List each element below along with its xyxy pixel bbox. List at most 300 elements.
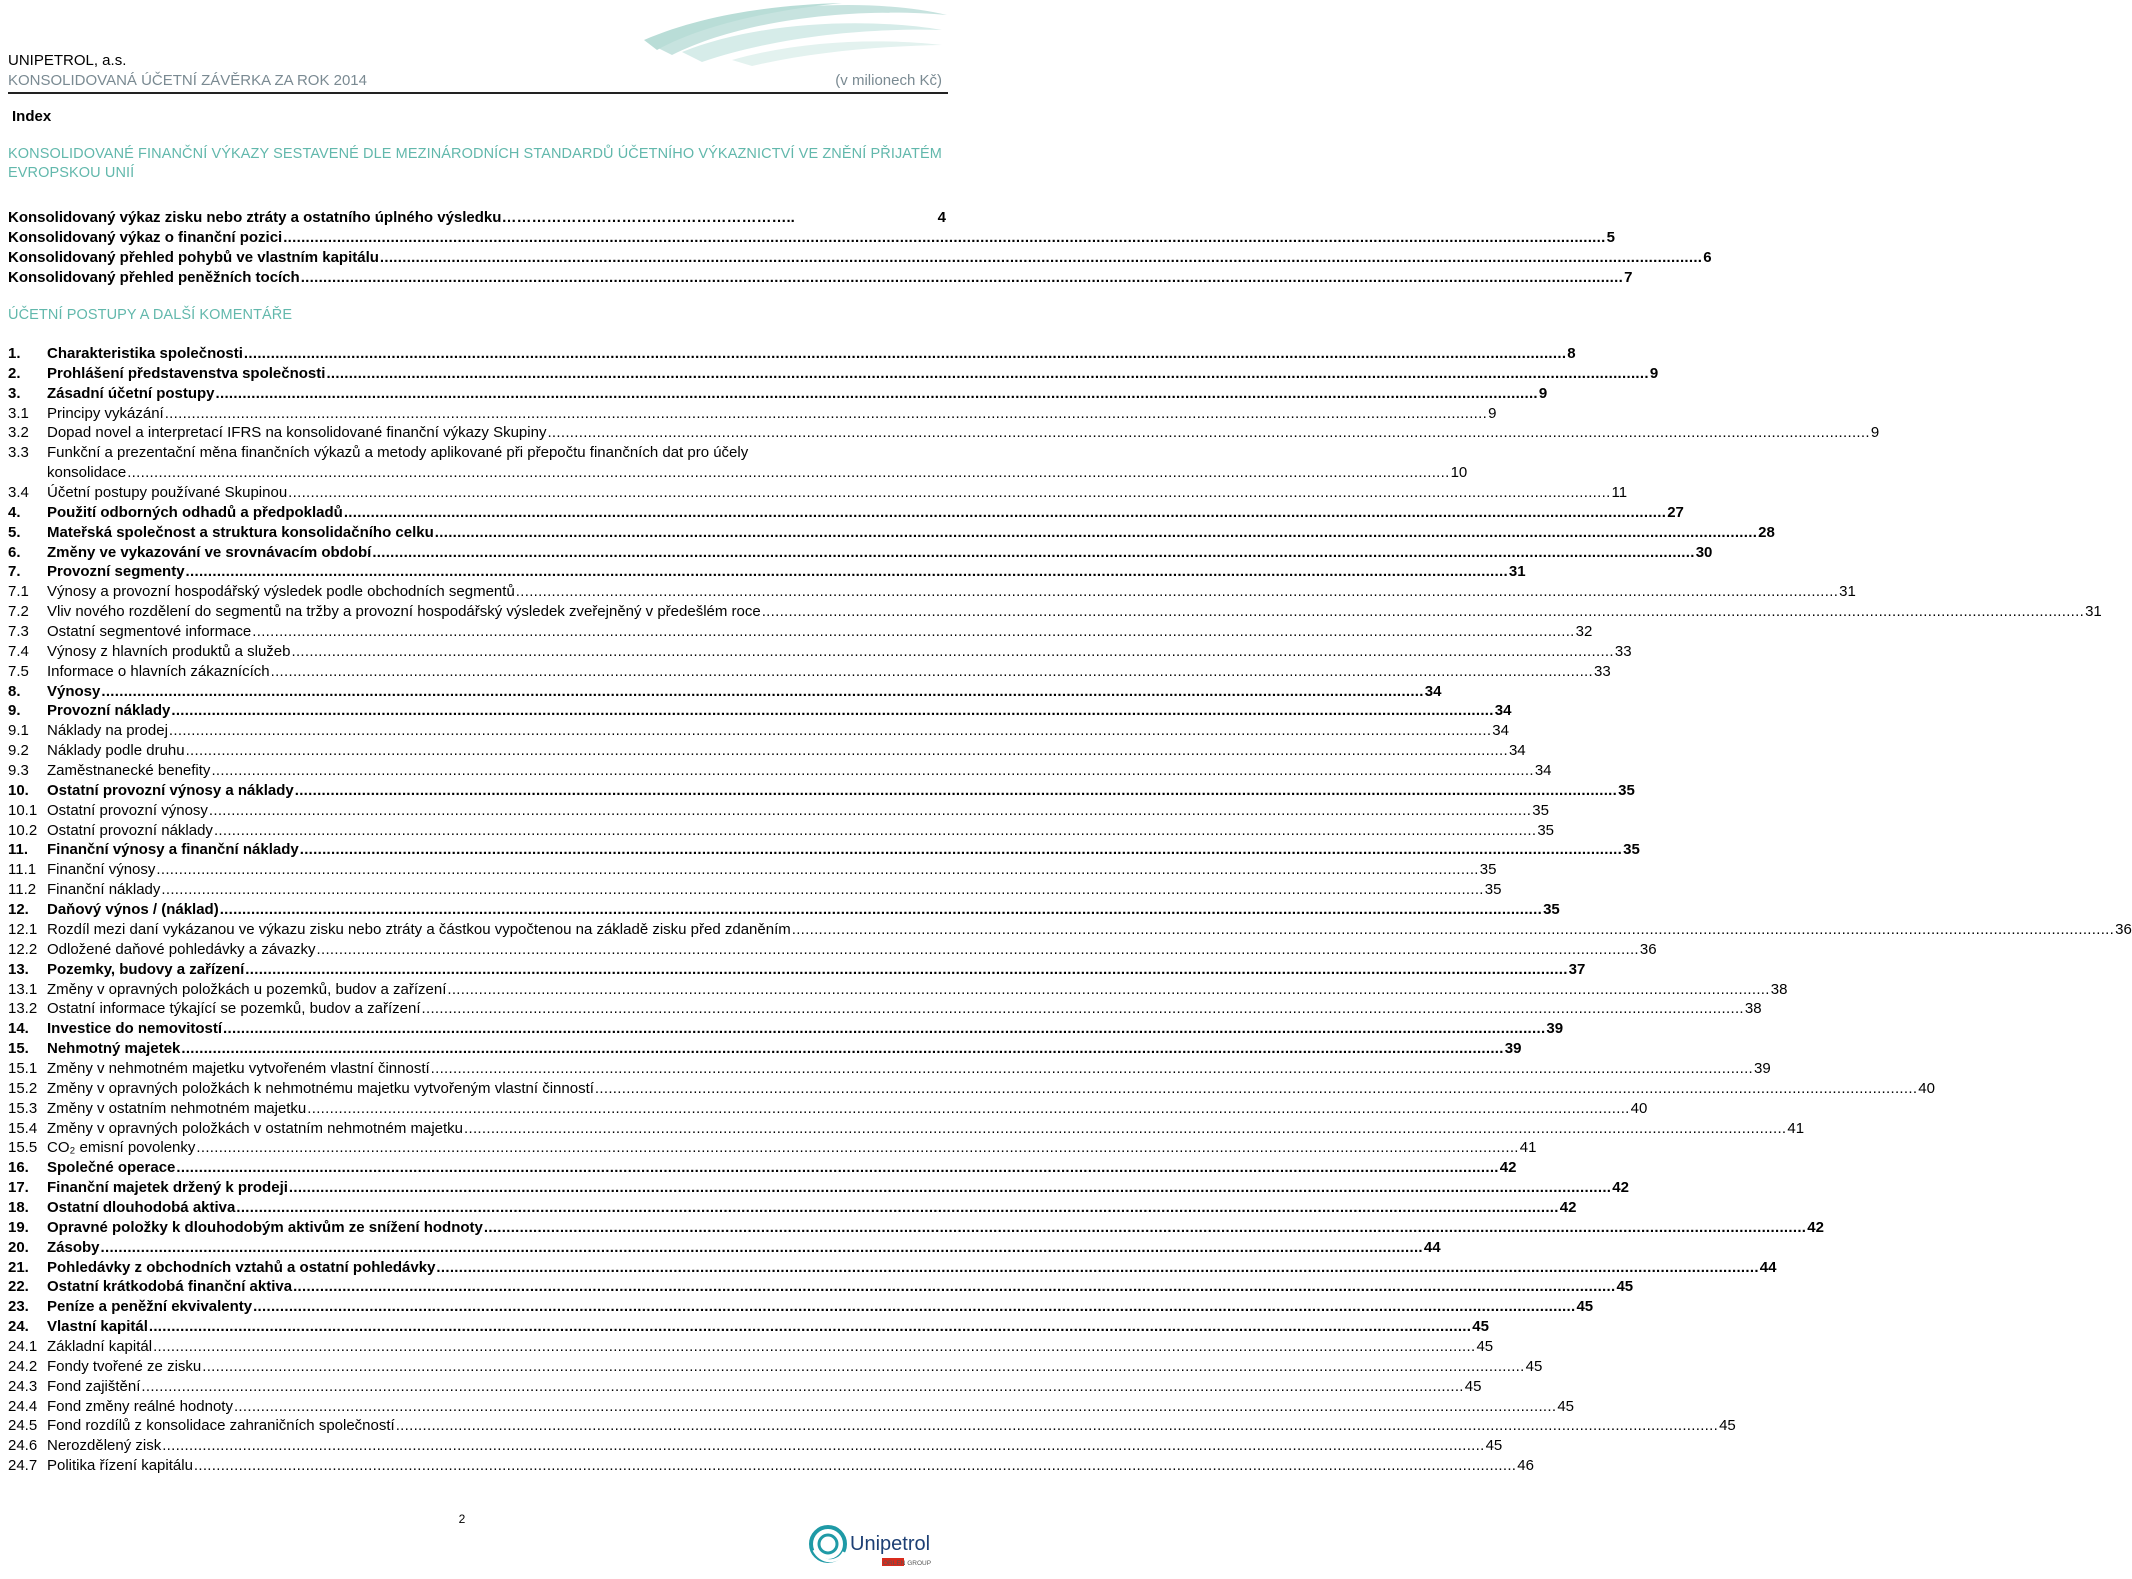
- toc-entry-page: 38: [1744, 1000, 1762, 1018]
- toc-entry-page: 7: [1624, 268, 1633, 286]
- toc-entry-number: 10.: [8, 781, 29, 799]
- toc-entry[interactable]: [8, 582, 1856, 602]
- dot-leader: [436, 1258, 1758, 1278]
- toc-entry-number: 12.: [8, 901, 29, 919]
- toc-entry-number: 24.3: [8, 1377, 38, 1395]
- dot-leader: [186, 562, 1508, 582]
- dot-leader: [283, 228, 1605, 248]
- toc-entry-page: 31: [1839, 583, 1856, 601]
- toc-entry[interactable]: [8, 741, 1526, 761]
- toc-entry-number: 3.: [8, 384, 21, 402]
- toc-entry-title: Ostatní krátkodobá finanční aktiva: [47, 1278, 293, 1296]
- toc-entry-page: 45: [1464, 1377, 1482, 1395]
- toc-entry-number: 13.2: [8, 1000, 38, 1018]
- toc-entry-page: 45: [1485, 1437, 1503, 1455]
- toc-entry-title: Konsolidovaný výkaz o finanční pozici: [8, 228, 283, 246]
- toc-entry-page: 34: [1494, 702, 1512, 720]
- dot-leader: [236, 1198, 1558, 1218]
- toc-entry-page: 39: [1504, 1040, 1522, 1058]
- toc-entry-page: 9: [1870, 424, 1880, 442]
- section-heading-financial-statements: KONSOLIDOVANÉ FINANČNÍ VÝKAZY SESTAVENÉ DLE MEZINÁRODNÍCH STANDARDŮ ÚČETNÍHO VÝKAZNICTVÍ VE ZNĚNÍ PŘIJATÉM EVROPSKOU UNIÍ: [8, 146, 942, 181]
- toc-entry[interactable]: [8, 344, 1576, 364]
- toc-entry[interactable]: [8, 1178, 1629, 1198]
- dot-leader: [301, 268, 1623, 288]
- toc-entry[interactable]: [8, 701, 1512, 721]
- toc-entry-page: 10: [1450, 464, 1468, 482]
- unipetrol-logo: [806, 1520, 946, 1570]
- dot-leader: [234, 1397, 1556, 1417]
- toc-entry-page: 41: [1787, 1119, 1805, 1137]
- dot-leader: [252, 622, 1574, 642]
- toc-entry-number: 15.5: [8, 1139, 38, 1157]
- toc-entry-number: 24.7: [8, 1457, 38, 1475]
- toc-entry[interactable]: [8, 1019, 1564, 1039]
- toc-entry-number: 3.4: [8, 484, 29, 502]
- toc-entry[interactable]: [8, 404, 1497, 424]
- dot-leader: [792, 920, 2114, 940]
- toc-entry-title: Použití odborných odhadů a předpokladů: [47, 503, 343, 521]
- dot-leader: [516, 582, 1838, 602]
- toc-entry-number: 11.1: [8, 861, 37, 879]
- toc-entry-number: 13.: [8, 960, 29, 978]
- toc-entry[interactable]: [8, 761, 1552, 781]
- dot-leader: [186, 741, 1508, 761]
- toc-entry[interactable]: [8, 384, 1548, 404]
- toc-entry[interactable]: [8, 443, 1468, 483]
- header-swoosh-graphic: [642, 0, 952, 70]
- toc-entry-title: Informace o hlavních zákaznících: [47, 662, 270, 680]
- toc-entry-number: 7.2: [8, 603, 29, 621]
- toc-entry[interactable]: [8, 662, 1611, 682]
- toc-entry[interactable]: [8, 1198, 1577, 1218]
- toc-entry-title: Zásadní účetní postupy: [47, 384, 215, 402]
- dot-leader: [169, 721, 1491, 741]
- toc-entry-title: Změny v opravných položkách v ostatním nehmotném majetku: [47, 1119, 464, 1137]
- toc-entry-page: 44: [1759, 1258, 1777, 1276]
- toc-entry-title: Nehmotný majetek: [47, 1040, 181, 1058]
- dot-leader: [149, 1317, 1471, 1337]
- toc-entry[interactable]: [8, 940, 1657, 960]
- toc-entry[interactable]: [8, 1099, 1648, 1119]
- toc-entry[interactable]: [8, 622, 1593, 642]
- toc-entry-title: Funkční a prezentační měna finančních výkazů a metody aplikované při přepočtu finančních dat pro účely: [47, 444, 749, 462]
- toc-entry-page: 9: [1649, 364, 1659, 382]
- toc-entry[interactable]: [8, 523, 1775, 543]
- dot-leader: [291, 642, 1613, 662]
- toc-entry-number: 24.4: [8, 1397, 38, 1415]
- toc-entry-title: Ostatní provozní výnosy: [47, 801, 208, 819]
- toc-entry[interactable]: [8, 682, 1442, 702]
- toc-entry-title-continued: konsolidace: [47, 464, 127, 482]
- toc-entry-number: 5.: [8, 523, 21, 541]
- notes-toc: [8, 344, 2132, 1476]
- toc-entry[interactable]: [8, 980, 1788, 1000]
- dot-leader: [141, 1377, 1463, 1397]
- toc-entry-title: Provozní náklady: [47, 702, 171, 720]
- toc-entry-page: 38: [1770, 980, 1788, 998]
- toc-entry[interactable]: [8, 364, 1659, 384]
- toc-entry-number: 23.: [8, 1298, 29, 1316]
- toc-entry[interactable]: [8, 1337, 1494, 1357]
- toc-entry-title: Finanční výnosy a finanční náklady: [47, 841, 299, 859]
- toc-entry[interactable]: [8, 1218, 1824, 1238]
- toc-entry-number: 13.1: [8, 980, 38, 998]
- toc-entry-page: 35: [1623, 841, 1640, 859]
- dot-leader: [161, 880, 1483, 900]
- toc-entry[interactable]: [8, 1377, 1482, 1397]
- toc-entry-number: 15.4: [8, 1119, 38, 1137]
- toc-entry[interactable]: [8, 1397, 1575, 1417]
- dot-leader: [211, 761, 1533, 781]
- toc-entry-page: 4: [937, 208, 946, 226]
- toc-entry[interactable]: [8, 503, 1684, 523]
- currency-unit: (v milionech Kč): [835, 72, 942, 89]
- dot-leader: [547, 423, 1869, 443]
- toc-entry-number: 1.: [8, 344, 21, 362]
- dot-leader: [176, 1158, 1498, 1178]
- toc-entry-page: 30: [1695, 543, 1713, 561]
- dot-leader: [295, 781, 1617, 801]
- toc-entry-number: 8.: [8, 682, 21, 700]
- toc-entry-page: 39: [1754, 1059, 1771, 1077]
- toc-entry-title: Účetní postupy používané Skupinou: [47, 484, 288, 502]
- toc-entry-page: 5: [1606, 228, 1615, 246]
- toc-entry-number: 7.1: [8, 583, 29, 601]
- toc-entry[interactable]: [8, 543, 1713, 563]
- toc-entry-title: Odložené daňové pohledávky a závazky: [47, 940, 316, 958]
- toc-entry-page: 33: [1614, 642, 1632, 660]
- toc-entry[interactable]: [8, 423, 1880, 443]
- toc-entry-number: 10.1: [8, 801, 38, 819]
- toc-entry-number: 24.1: [8, 1337, 38, 1355]
- toc-entry-title: Výnosy a provozní hospodářský výsledek podle obchodních segmentů: [47, 583, 515, 601]
- dot-leader: [307, 1099, 1629, 1119]
- toc-entry-number: 24.5: [8, 1417, 38, 1435]
- toc-entry-title: Ostatní dlouhodobá aktiva: [47, 1198, 236, 1216]
- dot-leader: [216, 384, 1538, 404]
- toc-entry-page: 41: [1519, 1139, 1537, 1157]
- toc-entry-page: 44: [1423, 1238, 1441, 1256]
- toc-entry-number: 15.2: [8, 1079, 38, 1097]
- toc-entry-title: Charakteristika společnosti: [47, 344, 243, 362]
- toc-entry[interactable]: [8, 1119, 1805, 1139]
- dot-leader: [220, 900, 1542, 920]
- toc-entry[interactable]: [8, 268, 1633, 288]
- toc-entry-title: Konsolidovaný přehled peněžních tocích: [8, 268, 300, 286]
- toc-entry-number: 15.: [8, 1040, 29, 1058]
- toc-entry-title: Nerozdělený zisk: [47, 1437, 162, 1455]
- logo-wordmark: Unipetrol: [850, 1533, 931, 1555]
- toc-entry-title: Konsolidovaný přehled pohybů ve vlastním kapitálu: [8, 248, 379, 266]
- toc-entry-title: Pohledávky z obchodních vztahů a ostatní pohledávky: [47, 1258, 436, 1276]
- toc-entry-number: 12.1: [8, 920, 38, 938]
- toc-entry[interactable]: [8, 781, 1635, 801]
- toc-entry-title: Základní kapitál: [47, 1337, 153, 1355]
- toc-entry-number: 19.: [8, 1218, 29, 1236]
- toc-entry-title: Změny v nehmotném majetku vytvořeném vlastní činností: [47, 1059, 430, 1077]
- toc-entry-number: 4.: [8, 503, 21, 521]
- toc-entry-number: 15.1: [8, 1059, 38, 1077]
- toc-entry[interactable]: [8, 248, 1712, 268]
- toc-entry[interactable]: [8, 900, 1560, 920]
- toc-entry-title: Ostatní segmentové informace: [47, 623, 252, 641]
- toc-entry-page: 42: [1559, 1198, 1577, 1216]
- toc-entry-title: Rozdíl mezi daní vykázanou ve výkazu zisku nebo ztráty a částkou vypočtenou na základě zisku před zdaněním: [47, 920, 791, 938]
- toc-entry-number: 9.3: [8, 762, 29, 780]
- toc-entry-page: 35: [1484, 881, 1502, 899]
- toc-entry-title: Fond změny reálné hodnoty: [47, 1397, 233, 1415]
- toc-entry-number: 7.5: [8, 662, 29, 680]
- toc-entry-page: 36: [1639, 940, 1657, 958]
- toc-entry-page: 6: [1703, 248, 1712, 266]
- dot-leader: [156, 860, 1478, 880]
- toc-entry-title: Prohlášení představenstva společnosti: [47, 364, 326, 382]
- dot-leader: [162, 1436, 1484, 1456]
- toc-entry-number: 20.: [8, 1238, 29, 1256]
- toc-entry[interactable]: [8, 841, 1640, 861]
- toc-entry-page: 28: [1758, 523, 1775, 541]
- toc-entry-page: 37: [1568, 960, 1586, 978]
- toc-entry-page: 34: [1534, 762, 1552, 780]
- toc-entry-page: 31: [1508, 563, 1526, 581]
- toc-entry-number: 18.: [8, 1198, 29, 1216]
- toc-entry-title: Změny ve vykazování ve srovnávacím období: [47, 543, 372, 561]
- toc-entry[interactable]: [8, 880, 1502, 900]
- dot-leader: [326, 364, 1648, 384]
- dot-leader: [464, 1119, 1786, 1139]
- toc-entry-title: Investice do nemovitostí: [47, 1020, 223, 1038]
- dot-leader: [595, 1079, 1917, 1099]
- toc-entry-number: 15.3: [8, 1099, 38, 1117]
- toc-entry-number: 9.2: [8, 742, 29, 760]
- dot-leader: [396, 1416, 1718, 1436]
- toc-entry-title: Náklady podle druhu: [47, 742, 185, 760]
- toc-entry[interactable]: [8, 721, 1509, 741]
- toc-entry-page: 45: [1525, 1357, 1543, 1375]
- index-title: Index: [12, 108, 52, 125]
- toc-entry-page: 35: [1537, 821, 1554, 839]
- toc-entry-page: 35: [1618, 781, 1635, 799]
- toc-entry-page: 9: [1538, 384, 1548, 402]
- toc-entry-title: Ostatní informace týkající se pozemků, budov a zařízení: [47, 1000, 421, 1018]
- toc-entry-page: 33: [1594, 662, 1611, 680]
- toc-entry[interactable]: [8, 1258, 1777, 1278]
- toc-entry-title: Fond rozdílů z konsolidace zahraničních společností: [47, 1417, 395, 1435]
- toc-entry[interactable]: [8, 1436, 1503, 1456]
- toc-entry-title: Finanční náklady: [47, 881, 161, 899]
- toc-entry-page: 36: [2115, 920, 2132, 938]
- toc-entry-number: 12.2: [8, 940, 38, 958]
- toc-entry-number: 24.: [8, 1318, 29, 1336]
- toc-entry-title: Zásoby: [47, 1238, 100, 1256]
- toc-entry[interactable]: [8, 801, 1549, 821]
- toc-entry[interactable]: [8, 1138, 1537, 1158]
- toc-entry[interactable]: [8, 208, 946, 228]
- toc-entry-number: 24.2: [8, 1357, 38, 1375]
- dot-leader: [181, 1039, 1503, 1059]
- toc-entry-title: Pozemky, budovy a zařízení: [47, 960, 245, 978]
- toc-entry[interactable]: [8, 860, 1497, 880]
- toc-entry-title: Zaměstnanecké benefity: [47, 762, 211, 780]
- toc-entry-title: Změny v opravných položkách k nehmotnému majetku vytvořeným vlastní činností: [47, 1079, 594, 1097]
- toc-entry[interactable]: [8, 1297, 1594, 1317]
- toc-entry-number: 7.3: [8, 623, 29, 641]
- dot-leader: [380, 248, 1702, 268]
- toc-entry[interactable]: [8, 1357, 1543, 1377]
- dot-leader: [484, 1218, 1806, 1238]
- dot-leader: [288, 483, 1610, 503]
- toc-entry[interactable]: [8, 483, 1628, 503]
- toc-entry[interactable]: [8, 1317, 1489, 1337]
- dot-leader: [153, 1337, 1475, 1357]
- toc-entry-title: Provozní segmenty: [47, 563, 185, 581]
- dot-leader: [253, 1297, 1575, 1317]
- logo-group-label: ORLEN GROUP: [883, 1560, 932, 1567]
- toc-entry-page: 45: [1557, 1397, 1575, 1415]
- dot-leader: [165, 404, 1487, 424]
- toc-entry-number: 14.: [8, 1020, 29, 1038]
- toc-entry-title: Vliv nového rozdělení do segmentů na tržby a provozní hospodářský výsledek zveřejněný v předešlém roce: [47, 603, 761, 621]
- toc-entry[interactable]: [8, 1456, 1534, 1476]
- toc-entry-page: 8: [1567, 344, 1576, 362]
- toc-entry[interactable]: [8, 602, 2102, 622]
- dot-leader: [289, 1178, 1611, 1198]
- toc-entry-number: 3.3: [8, 444, 29, 462]
- toc-entry-title: Změny v opravných položkách u pozemků, budov a zařízení: [47, 980, 447, 998]
- toc-entry-title: Společné operace: [47, 1159, 176, 1177]
- toc-entry[interactable]: [8, 960, 1586, 980]
- toc-entry-title: Vlastní kapitál: [47, 1318, 148, 1336]
- toc-entry[interactable]: [8, 1277, 1634, 1297]
- toc-entry-title: Náklady na prodej: [47, 722, 168, 740]
- toc-entry-number: 17.: [8, 1179, 29, 1197]
- toc-entry-title: Fond zajištění: [47, 1377, 141, 1395]
- toc-entry-number: 22.: [8, 1278, 29, 1296]
- toc-entry-page: 42: [1612, 1179, 1629, 1197]
- toc-entry-page: 27: [1667, 503, 1684, 521]
- toc-entry-page: 40: [1630, 1099, 1648, 1117]
- header-divider: [8, 92, 948, 94]
- toc-entry[interactable]: [8, 1158, 1517, 1178]
- dot-leader: [431, 1059, 1753, 1079]
- toc-entry-title: Ostatní provozní výnosy a náklady: [47, 781, 294, 799]
- toc-entry-page: 32: [1575, 623, 1593, 641]
- toc-entry-number: 10.2: [8, 821, 38, 839]
- toc-entry-page: 45: [1476, 1337, 1494, 1355]
- toc-entry-title: Principy vykázání: [47, 404, 164, 422]
- dot-leader: [127, 463, 1449, 483]
- dot-leader: [202, 1357, 1524, 1377]
- toc-entry[interactable]: [8, 920, 2132, 940]
- toc-entry[interactable]: [8, 1039, 1522, 1059]
- toc-entry-page: 42: [1499, 1159, 1517, 1177]
- toc-entry-number: 24.6: [8, 1437, 38, 1455]
- company-name: UNIPETROL, a.s.: [8, 52, 127, 69]
- toc-entry-title: Výnosy z hlavních produktů a služeb: [47, 642, 291, 660]
- toc-entry[interactable]: [8, 228, 1615, 248]
- toc-entry-page: 11: [1611, 484, 1628, 502]
- toc-entry-number: 7.4: [8, 642, 29, 660]
- toc-entry-number: 9.: [8, 702, 21, 720]
- toc-entry-title: Finanční výnosy: [47, 861, 156, 879]
- dot-leader: [317, 940, 1639, 960]
- toc-entry-title: Ostatní provozní náklady: [47, 821, 213, 839]
- toc-entry-page: 45: [1719, 1417, 1736, 1435]
- toc-entry-page: 34: [1492, 722, 1509, 740]
- toc-entry-page: 46: [1517, 1457, 1534, 1475]
- toc-entry[interactable]: [8, 562, 1526, 582]
- dot-leader: [214, 821, 1536, 841]
- toc-entry-number: 21.: [8, 1258, 29, 1276]
- dot-leader: [101, 1238, 1423, 1258]
- dot-leader: [209, 801, 1531, 821]
- page-number: 2: [458, 1512, 466, 1526]
- toc-entry-page: 39: [1546, 1020, 1564, 1038]
- dot-leader: [422, 999, 1744, 1019]
- toc-entry-page: 45: [1576, 1298, 1594, 1316]
- dot-leader: [223, 1019, 1545, 1039]
- toc-entry-title: Peníze a peněžní ekvivalenty: [47, 1298, 253, 1316]
- toc-entry[interactable]: [8, 821, 1554, 841]
- toc-entry-number: 11.2: [8, 881, 37, 899]
- toc-entry-page: 34: [1424, 682, 1442, 700]
- toc-entry[interactable]: [8, 642, 1632, 662]
- toc-entry-number: 16.: [8, 1159, 29, 1177]
- report-subtitle: KONSOLIDOVANÁ ÚČETNÍ ZÁVĚRKA ZA ROK 2014: [8, 72, 367, 89]
- toc-entry[interactable]: [8, 1416, 1736, 1436]
- toc-entry-title: Daňový výnos / (náklad): [47, 901, 219, 919]
- dot-leader: [245, 960, 1567, 980]
- dot-leader: [171, 701, 1493, 721]
- dot-leader: [244, 344, 1566, 364]
- toc-entry-page: 35: [1479, 861, 1497, 879]
- toc-entry-title: Změny v ostatním nehmotném majetku: [47, 1099, 307, 1117]
- toc-entry-page: 9: [1488, 404, 1497, 422]
- toc-entry-number: 2.: [8, 364, 21, 382]
- toc-entry-title: Finanční majetek držený k prodeji: [47, 1179, 288, 1197]
- toc-entry[interactable]: [8, 1059, 1771, 1079]
- section-heading-accounting-policies: ÚČETNÍ POSTUPY A DALŠÍ KOMENTÁŘE: [8, 307, 293, 323]
- toc-entry-title: Výnosy: [47, 682, 101, 700]
- toc-entry-page: 34: [1508, 742, 1526, 760]
- toc-entry[interactable]: [8, 1079, 1935, 1099]
- dot-leader: [447, 980, 1769, 1000]
- toc-entry-page: 40: [1918, 1079, 1935, 1097]
- dot-leader: [293, 1277, 1615, 1297]
- toc-entry[interactable]: [8, 999, 1762, 1019]
- dot-leader: [344, 503, 1666, 523]
- toc-entry-title: Dopad novel a interpretací IFRS na konsolidované finanční výkazy Skupiny: [47, 424, 547, 442]
- toc-entry-title: Fondy tvořené ze zisku: [47, 1357, 202, 1375]
- toc-entry[interactable]: [8, 1238, 1441, 1258]
- toc-entry-title: Opravné položky k dlouhodobým aktivům ze snížení hodnoty: [47, 1218, 483, 1236]
- dot-leader: [300, 840, 1622, 860]
- toc-entry-page: 31: [2085, 603, 2102, 621]
- toc-entry-page: 35: [1532, 801, 1549, 819]
- toc-entry-page: 42: [1807, 1218, 1824, 1236]
- toc-entry-title: Mateřská společnost a struktura konsolidačního celku: [47, 523, 434, 541]
- toc-entry-page: 45: [1472, 1318, 1489, 1336]
- dot-leader: [372, 543, 1694, 563]
- toc-entry-title: Konsolidovaný výkaz zisku nebo ztráty a ostatního úplného výsledku…………………………………………………..: [8, 208, 795, 226]
- toc-entry-number: 3.2: [8, 424, 29, 442]
- dot-leader: [271, 662, 1593, 682]
- toc-entry-number: 11.: [8, 841, 29, 859]
- toc-entry-title: CO₂ emisní povolenky: [47, 1139, 196, 1157]
- toc-entry-number: 3.1: [8, 404, 29, 422]
- dot-leader: [435, 523, 1757, 543]
- dot-leader: [196, 1138, 1518, 1158]
